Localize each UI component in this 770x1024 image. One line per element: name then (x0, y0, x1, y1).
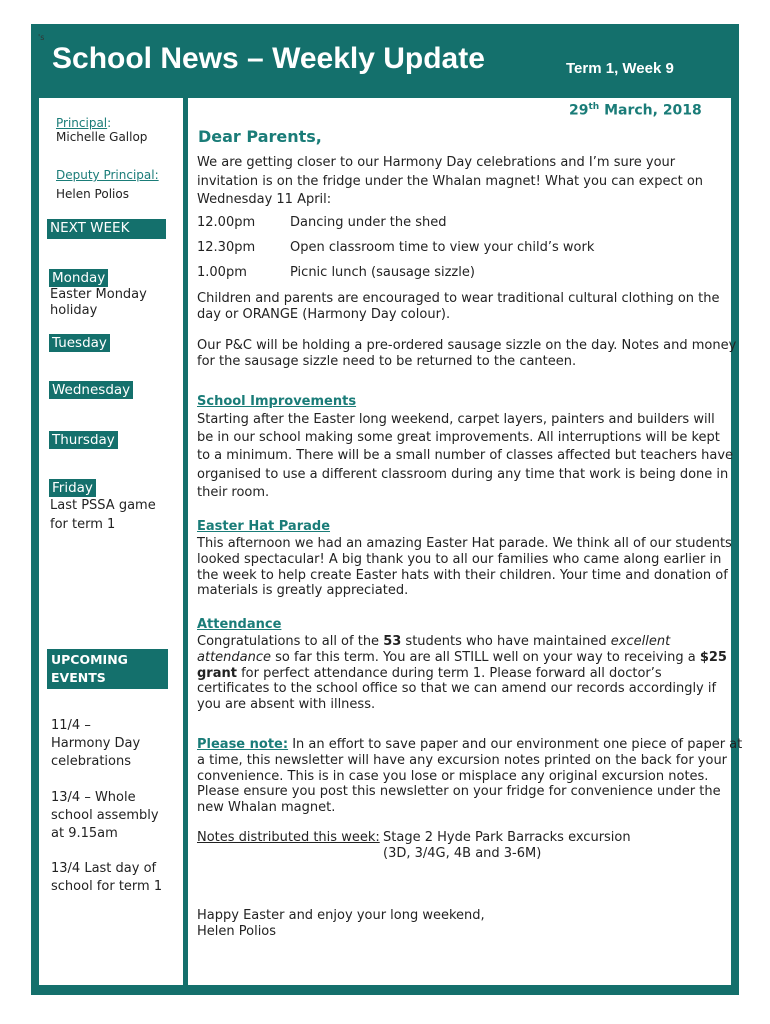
schedule-event-3: Picnic lunch (sausage sizzle) (290, 265, 475, 280)
intro-paragraph: We are getting closer to our Harmony Day celebrations and I’m sure your invitation is on the fridge under the Whalan magnet! What you can expect on Wednesday 11 April: (197, 155, 704, 207)
day-wednesday: Wednesday (49, 381, 133, 399)
hat-parade-paragraph: This afternoon we had an amazing Easter Hat parade. We think all of our students looked spectacular! A big thank you to all our families who came along earlier in the week to help create Easter hats with their children. Your time and donation of materials is greatly appreciated. (197, 536, 732, 599)
pc-paragraph: Our P&C will be holding a pre-ordered sausage sizzle on the day. Notes and money for the sausage sizzle need to be returned to the canteen. (197, 338, 737, 369)
schedule-time-1: 12.00pm (197, 215, 256, 230)
deputy-principal-name: Helen Polios (56, 187, 129, 201)
clothing-paragraph: Children and parents are encouraged to wear traditional cultural clothing on the day or ORANGE (Harmony Day colour). (197, 291, 720, 322)
event-last-day: 13/4 Last day of school for term 1 (51, 861, 163, 894)
event-assembly: 13/4 – Whole school assembly at 9.15am (51, 790, 159, 841)
term-week: Term 1, Week 9 (566, 60, 674, 77)
day-friday: Friday (49, 479, 96, 497)
day-monday: Monday (49, 269, 108, 287)
hat-parade-heading: Easter Hat Parade (197, 519, 331, 534)
principal-label: Principal: (56, 116, 112, 130)
day-friday-note: Last PSSA game for term 1 (50, 498, 156, 532)
schedule-time-2: 12.30pm (197, 240, 256, 255)
principal-name: Michelle Gallop (56, 130, 148, 144)
deputy-principal-label: Deputy Principal: (56, 168, 159, 182)
please-note-paragraph: Please note: In an effort to save paper and our environment one piece of paper at a time, this newsletter will have any excursion notes printed on the back for your convenience. This is in case you lose or misplace any original excursion notes. Please ensure you post this newsletter on your fridge for convenience under the new Whalan magnet. (197, 737, 743, 816)
event-harmony-day: 11/4 – Harmony Day celebrations (51, 718, 141, 769)
day-tuesday: Tuesday (49, 334, 110, 352)
issue-date: 29th March, 2018 (569, 102, 702, 119)
upcoming-events-heading: UPCOMING EVENTS (47, 649, 168, 689)
notes-distributed-value: Stage 2 Hyde Park Barracks excursion (3D, 3/4G, 4B and 3-6M) (383, 830, 631, 861)
improvements-heading: School Improvements (197, 394, 357, 409)
schedule-event-2: Open classroom time to view your child’s work (290, 240, 595, 255)
attendance-heading: Attendance (197, 617, 282, 632)
greeting: Dear Parents, (198, 127, 322, 146)
notes-distributed-label: Notes distributed this week: (197, 830, 380, 845)
closing: Happy Easter and enjoy your long weekend, Helen Polios (197, 908, 485, 939)
newsletter-title: School News – Weekly Update (52, 42, 485, 75)
day-thursday: Thursday (49, 431, 118, 449)
schedule-event-1: Dancing under the shed (290, 215, 447, 230)
please-note-label: Please note: (197, 737, 289, 752)
next-week-box (47, 219, 166, 239)
schedule-time-3: 1.00pm (197, 265, 247, 280)
attendance-paragraph: Congratulations to all of the 53 students who have maintained excellent attendance so far this term. You are all STILL well on your way to receiving a $25 grant for perfect attendance during term 1. Please forward all doctor’s certificates to the school office so that we can amend our records accordingly if you are absent with illness. (197, 634, 727, 713)
day-monday-note: Easter Monday holiday (50, 287, 147, 318)
corner-mark: 's (38, 33, 45, 42)
improvements-paragraph: Starting after the Easter long weekend, carpet layers, painters and builders will be in our school making some great improvements. All interruptions will be kept to a minimum. There will be a small number of classes affected but teachers have organised to use a different classroom during any time that work is being done in their room. (197, 412, 734, 500)
next-week-heading: NEXT WEEK (50, 220, 130, 236)
